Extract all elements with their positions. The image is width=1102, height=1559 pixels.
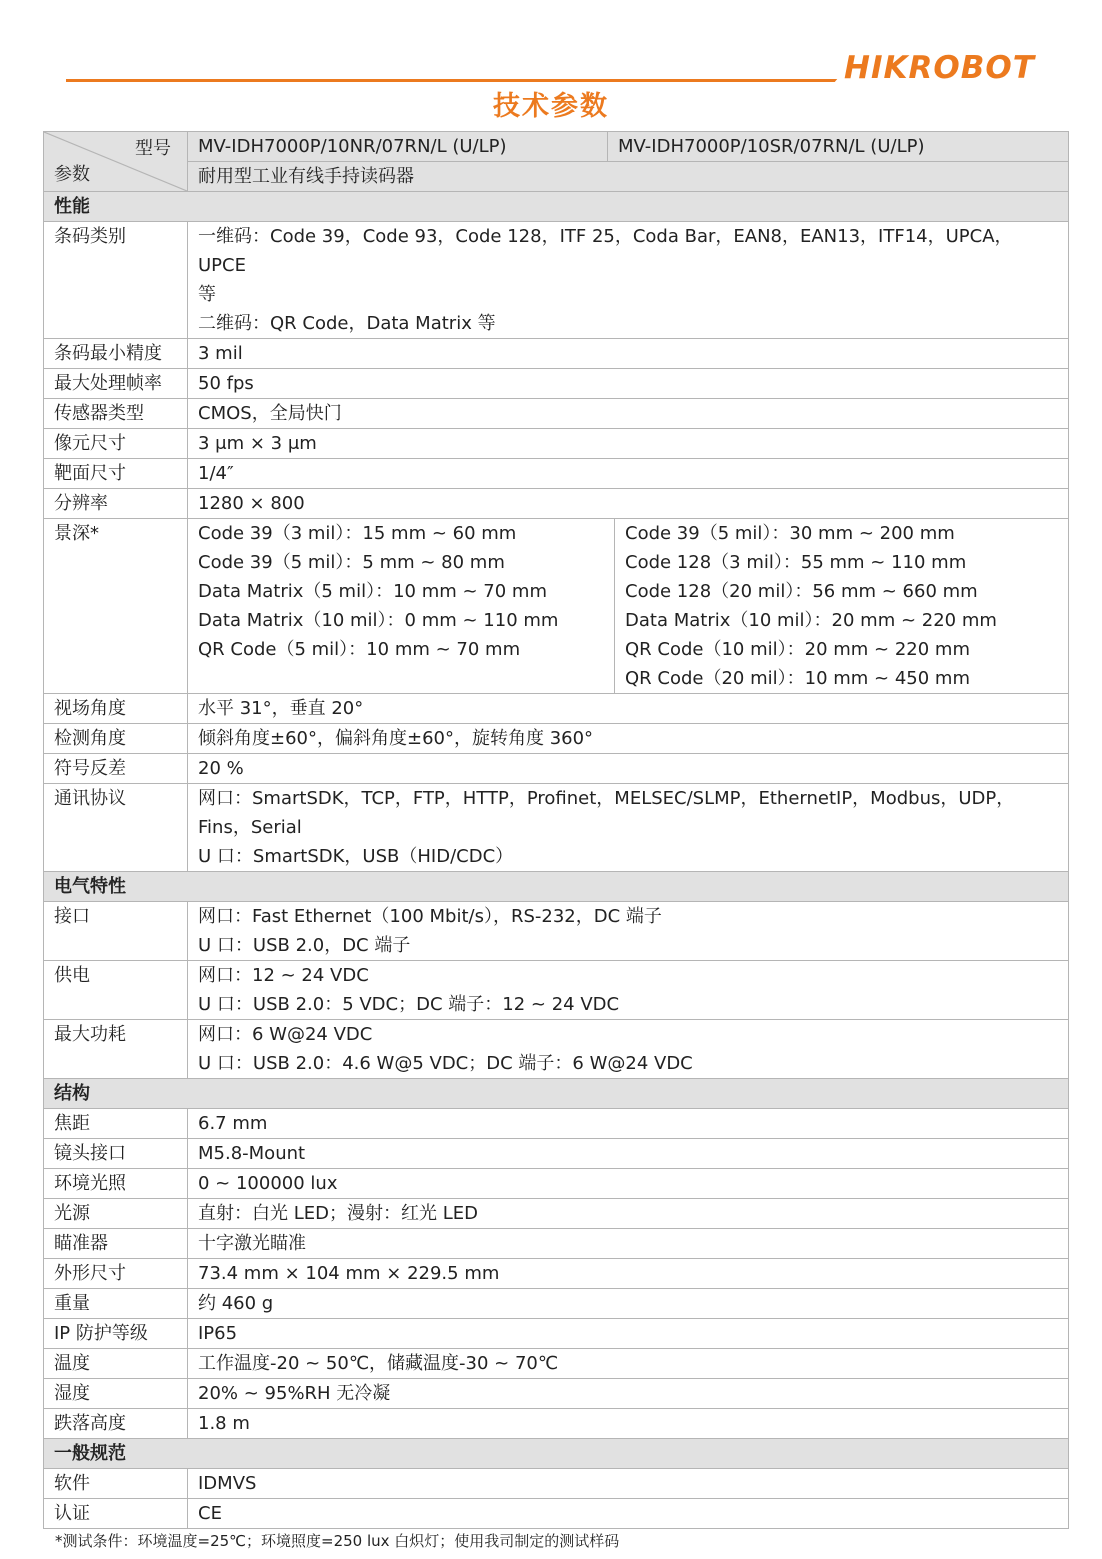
section-elec: 电气特性 bbox=[44, 872, 1069, 902]
row-label: 软件 bbox=[44, 1469, 188, 1499]
row-value: 1/4″ bbox=[188, 459, 1069, 489]
row-label: 焦距 bbox=[44, 1109, 188, 1139]
row-label: 供电 bbox=[44, 961, 188, 1020]
header-rule bbox=[66, 79, 830, 82]
row-label: 外形尺寸 bbox=[44, 1259, 188, 1289]
row-label: 瞄准器 bbox=[44, 1229, 188, 1259]
row-label: 景深* bbox=[44, 519, 188, 694]
row-label: 光源 bbox=[44, 1199, 188, 1229]
dof-item: Code 128（20 mil）：56 mm ~ 660 mm bbox=[625, 581, 978, 602]
dof-item: QR Code（10 mil）：20 mm ~ 220 mm bbox=[625, 639, 971, 660]
section-perf: 性能 bbox=[44, 192, 1069, 222]
row-value: 3 μm × 3 μm bbox=[188, 429, 1069, 459]
row-value: 0 ~ 100000 lux bbox=[188, 1169, 1069, 1199]
model-a: MV-IDH7000P/10NR/07RN/L (U/LP) bbox=[188, 132, 608, 162]
row-label: 条码最小精度 bbox=[44, 339, 188, 369]
row-label: 检测角度 bbox=[44, 724, 188, 754]
row-label: 像元尺寸 bbox=[44, 429, 188, 459]
row-value: U 口：USB 2.0：4.6 W@5 VDC；DC 端子：6 W@24 VDC bbox=[198, 1053, 693, 1074]
row-value: 1280 × 800 bbox=[188, 489, 1069, 519]
row-label: 环境光照 bbox=[44, 1169, 188, 1199]
row-value: 20 % bbox=[188, 754, 1069, 784]
row-value: 二维码：QR Code，Data Matrix 等 bbox=[198, 313, 496, 334]
row-label: IP 防护等级 bbox=[44, 1319, 188, 1349]
row-dof bbox=[44, 519, 1069, 694]
row-label: 温度 bbox=[44, 1349, 188, 1379]
dof-right-col bbox=[615, 519, 1007, 693]
dof-left-col bbox=[188, 519, 615, 693]
row-value: 网口：6 W@24 VDC bbox=[198, 1024, 373, 1045]
row-label: 传感器类型 bbox=[44, 399, 188, 429]
row-label: 视场角度 bbox=[44, 694, 188, 724]
row-label: 分辨率 bbox=[44, 489, 188, 519]
row-value: Fins，Serial bbox=[198, 817, 302, 838]
row-value: 水平 31°，垂直 20° bbox=[188, 694, 1069, 724]
dof-item: QR Code（20 mil）：10 mm ~ 450 mm bbox=[625, 668, 971, 689]
row-label: 认证 bbox=[44, 1499, 188, 1529]
section-general: 一般规范 bbox=[44, 1439, 1069, 1469]
row-value: IP65 bbox=[188, 1319, 1069, 1349]
row-value: 20% ~ 95%RH 无冷凝 bbox=[188, 1379, 1069, 1409]
row-label: 跌落高度 bbox=[44, 1409, 188, 1439]
dof-item: Code 39（5 mil）：5 mm ~ 80 mm bbox=[198, 552, 505, 573]
dof-item: Data Matrix（10 mil）：20 mm ~ 220 mm bbox=[625, 610, 997, 631]
row-label: 湿度 bbox=[44, 1379, 188, 1409]
dof-item: Data Matrix（10 mil）：0 mm ~ 110 mm bbox=[198, 610, 559, 631]
row-value: 约 460 g bbox=[188, 1289, 1069, 1319]
model-label: 型号 bbox=[135, 138, 171, 159]
row-value: U 口：USB 2.0，DC 端子 bbox=[198, 935, 411, 956]
row-label: 条码类别 bbox=[44, 222, 188, 339]
dof-item: Data Matrix（5 mil）：10 mm ~ 70 mm bbox=[198, 581, 547, 602]
row-label: 靶面尺寸 bbox=[44, 459, 188, 489]
row-label: 镜头接口 bbox=[44, 1139, 188, 1169]
row-value: 73.4 mm × 104 mm × 229.5 mm bbox=[188, 1259, 1069, 1289]
footnote: *测试条件：环境温度=25℃；环境照度=250 lux 白炽灯；使用我司制定的测试样码 bbox=[55, 1532, 620, 1550]
row-value: 网口：SmartSDK，TCP，FTP，HTTP，Profinet，MELSEC/SLMP，EthernetIP，Modbus，UDP， bbox=[198, 788, 1015, 809]
dof-item: QR Code（5 mil）：10 mm ~ 70 mm bbox=[198, 639, 521, 660]
row-value: CMOS，全局快门 bbox=[188, 399, 1069, 429]
row-value: 倾斜角度±60°，偏斜角度±60°，旋转角度 360° bbox=[188, 724, 1069, 754]
row-value: 网口：Fast Ethernet（100 Mbit/s），RS-232，DC 端子 bbox=[198, 906, 662, 927]
row-value: 工作温度-20 ~ 50℃，储藏温度-30 ~ 70℃ bbox=[188, 1349, 1069, 1379]
row-value: 十字激光瞄准 bbox=[188, 1229, 1069, 1259]
row-value: 50 fps bbox=[188, 369, 1069, 399]
row-value: U 口：SmartSDK，USB（HID/CDC） bbox=[198, 846, 514, 867]
dof-item: Code 39（5 mil）：30 mm ~ 200 mm bbox=[625, 523, 955, 544]
row-value: 3 mil bbox=[188, 339, 1069, 369]
row-label: 最大处理帧率 bbox=[44, 369, 188, 399]
row-value: 等 bbox=[198, 284, 216, 305]
row-value: 6.7 mm bbox=[188, 1109, 1069, 1139]
row-label: 接口 bbox=[44, 902, 188, 961]
row-label: 最大功耗 bbox=[44, 1020, 188, 1079]
row-value: 网口：12 ~ 24 VDC bbox=[198, 965, 369, 986]
row-value: IDMVS bbox=[188, 1469, 1069, 1499]
model-b: MV-IDH7000P/10SR/07RN/L (U/LP) bbox=[608, 132, 1069, 162]
row-value: CE bbox=[188, 1499, 1069, 1529]
row-value: U 口：USB 2.0：5 VDC；DC 端子：12 ~ 24 VDC bbox=[198, 994, 620, 1015]
row-label: 符号反差 bbox=[44, 754, 188, 784]
param-header-cell bbox=[44, 132, 188, 192]
row-label: 通讯协议 bbox=[44, 784, 188, 872]
param-label: 参数 bbox=[54, 164, 90, 185]
brand-logo: HIKROBOT bbox=[844, 50, 1035, 86]
row-barcode-type bbox=[44, 222, 1069, 339]
spec-table bbox=[43, 131, 1069, 1529]
model-row bbox=[44, 132, 1069, 162]
dof-item: Code 128（3 mil）：55 mm ~ 110 mm bbox=[625, 552, 967, 573]
row-value: 一维码：Code 39，Code 93，Code 128，ITF 25，Coda Bar，EAN8，EAN13，ITF14，UPCA，UPCE bbox=[198, 226, 1013, 276]
row-label: 重量 bbox=[44, 1289, 188, 1319]
row-value: 1.8 m bbox=[188, 1409, 1069, 1439]
page-title: 技术参数 bbox=[493, 91, 609, 122]
dof-item: Code 39（3 mil）：15 mm ~ 60 mm bbox=[198, 523, 517, 544]
row-value: 直射：白光 LED；漫射：红光 LED bbox=[188, 1199, 1069, 1229]
product-desc: 耐用型工业有线手持读码器 bbox=[188, 162, 1069, 192]
row-value: M5.8-Mount bbox=[188, 1139, 1069, 1169]
section-struct: 结构 bbox=[44, 1079, 1069, 1109]
